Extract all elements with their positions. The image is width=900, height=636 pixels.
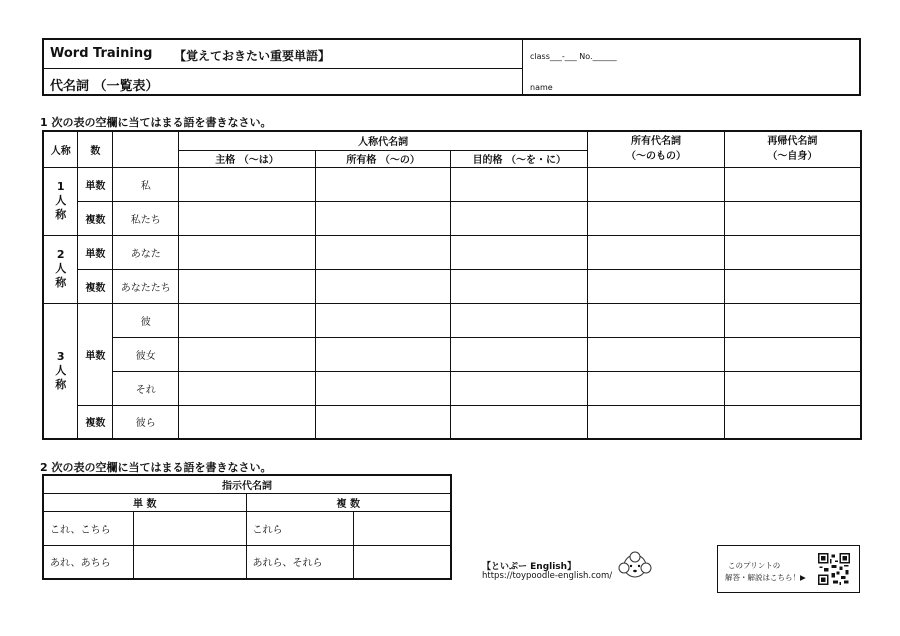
header-demonstrative: 指示代名詞: [43, 475, 451, 493]
subtitle: 代名詞 （一覧表）: [50, 79, 159, 94]
row-korera: これら: [246, 511, 353, 545]
header-personal: 人称代名詞: [179, 131, 588, 150]
title-jp: 【覚えておきたい重要単語】: [174, 49, 331, 63]
row-karera: 彼ら: [113, 405, 179, 439]
header-plural: 複 数: [246, 493, 451, 511]
header-reflexive: 再帰代名詞 （～自身）: [724, 131, 861, 167]
plural-label: 複数: [78, 201, 113, 235]
row-kare: 彼: [113, 303, 179, 337]
row-watashitachi: 私たち: [113, 201, 179, 235]
answer-text-1: このプリントの: [728, 561, 781, 570]
header-person: 人称: [43, 131, 78, 167]
header-poss-pron: 所有代名詞 （～のもの）: [588, 131, 725, 167]
first-person: 1 人 称: [43, 167, 78, 235]
row-sore: それ: [113, 371, 179, 405]
demonstrative-table: [42, 474, 452, 580]
row-are: あれ、あちら: [43, 545, 133, 579]
row-anatatachi: あなたたち: [113, 269, 179, 303]
header-object: 目的格 （～を・に）: [451, 150, 588, 167]
answer-text-2: 解答・解説はこちら！▶: [725, 573, 806, 582]
header-subject: 主格 （～は）: [179, 150, 316, 167]
singular-label: 単数: [78, 303, 113, 405]
section2-instruction: 2 次の表の空欄に当てはまる語を書きなさい。: [40, 461, 272, 474]
qr-code-icon[interactable]: [818, 553, 850, 585]
site-url[interactable]: https://toypoodle-english.com/: [482, 571, 613, 581]
section1-instruction: 1 次の表の空欄に当てはまる語を書きなさい。: [40, 116, 272, 129]
header-number: 数: [78, 131, 113, 167]
third-person: 3 人 称: [43, 303, 78, 439]
header-possessive: 所有格 （～の）: [315, 150, 451, 167]
plural-label: 複数: [78, 405, 113, 439]
second-person: 2 人 称: [43, 235, 78, 303]
header-singular: 単 数: [43, 493, 246, 511]
personal-pronoun-table: [42, 130, 862, 440]
row-kore: これ、こちら: [43, 511, 133, 545]
singular-label: 単数: [78, 235, 113, 269]
title-en: Word Training: [50, 46, 153, 61]
row-kanojo: 彼女: [113, 337, 179, 371]
row-watashi: 私: [113, 167, 179, 201]
header-box: [42, 38, 861, 96]
name-label: name: [530, 83, 553, 92]
plural-label: 複数: [78, 269, 113, 303]
row-arera: あれら、それら: [246, 545, 353, 579]
class-label: class___-___ No.______: [530, 52, 617, 61]
row-anata: あなた: [113, 235, 179, 269]
poodle-icon: [614, 548, 656, 584]
singular-label: 単数: [78, 167, 113, 201]
brand-label: 【といぷー English】: [482, 562, 577, 572]
